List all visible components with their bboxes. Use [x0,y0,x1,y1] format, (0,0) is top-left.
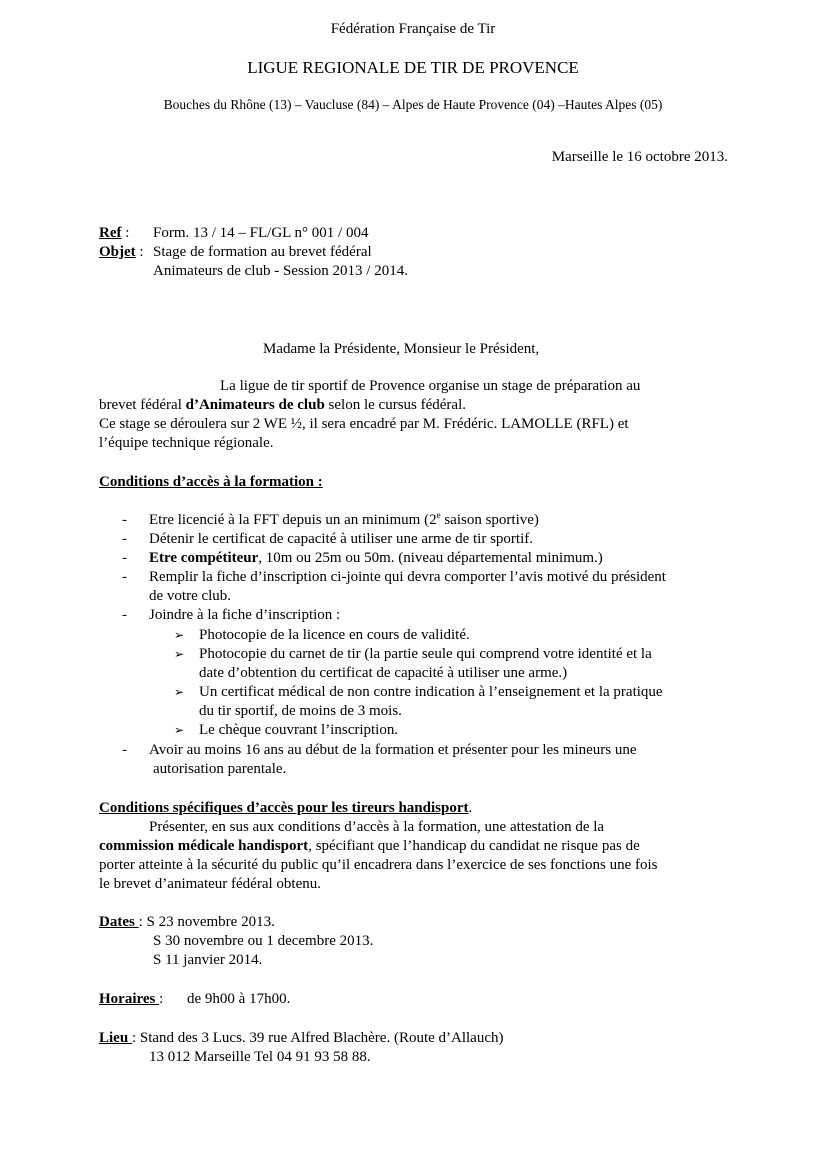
date-line: Marseille le 16 octobre 2013. [551,149,728,165]
dash-bullet: - [122,512,127,528]
dash-bullet: - [122,550,127,566]
handisport-line-4: le brevet d’animateur fédéral obtenu. [99,876,321,892]
ref-value: Form. 13 / 14 – FL/GL n° 001 / 004 [153,225,369,241]
handisport-title-text: Conditions spécifiques d’accès pour les tireurs handisport [99,800,469,816]
lieu-line-1 [99,1029,504,1048]
condition-item-4-line-1: Remplir la fiche d’inscription ci-jointe qui devra comporter l’avis motivé du président [149,569,666,585]
condition-item-5-text: Joindre à la fiche d’inscription : [149,607,341,623]
dash-bullet: - [122,569,127,585]
horaires-value: de 9h00 à 17h00. [187,991,291,1007]
objet-label: Objet [99,244,136,260]
intro-line-4: l’équipe technique régionale. [99,435,274,451]
condition-item-3-bold: Etre compétiteur [149,550,259,566]
condition-item-1-sup: e [436,510,441,520]
ref-separator: : [121,225,130,241]
sub-item-1-text: Photocopie de la licence en cours de validité. [199,627,470,643]
sub-item-2-line-1: Photocopie du carnet de tir (la partie seule qui comprend votre identité et la [199,646,652,662]
intro-line-2-a: brevet fédéral [99,397,186,413]
ref-label: Ref [99,225,122,241]
horaires-separator: : [159,991,164,1007]
arrow-bullet-icon: ➢ [174,685,185,699]
condition-item-1-text [149,511,539,530]
condition-item-1-a: Etre licencié à la FFT depuis un an minimum (2 [149,512,437,528]
condition-item-6-line-1: Avoir au moins 16 ans au début de la formation et présenter pour les mineurs une [149,742,637,758]
objet-separator: : [135,244,144,260]
condition-item-1-b: saison sportive) [440,512,539,528]
dates-value-2: S 30 novembre ou 1 decembre 2013. [153,933,374,949]
dates-separator: : [138,914,147,930]
horaires-line [99,990,163,1009]
condition-item-3-rest: , 10m ou 25m ou 50m. (niveau départemental minimum.) [258,550,603,566]
objet-line-1: Stage de formation au brevet fédéral [153,244,372,260]
handisport-line-2-rest: , spécifiant que l’handicap du candidat ne risque pas de [308,838,640,854]
dash-bullet: - [122,607,127,623]
intro-line-2 [99,396,466,415]
handisport-line-2 [99,837,640,856]
sub-item-4-text: Le chèque couvrant l’inscription. [199,722,399,738]
handisport-line-2-bold: commission médicale handisport [99,838,309,854]
dash-bullet: - [122,531,127,547]
ref-line [99,224,129,243]
condition-item-3-text [149,549,603,568]
intro-line-1: La ligue de tir sportif de Provence organise un stage de préparation au [220,378,641,394]
condition-item-4-line-2: de votre club. [149,588,232,604]
dates-label: Dates [99,914,139,930]
dash-bullet: - [122,742,127,758]
handisport-line-3: porter atteinte à la sécurité du public qu’il encadrera dans l’exercice de ses fonctions une fois [99,857,658,873]
departments-line: Bouches du Rhône (13) – Vaucluse (84) – Alpes de Haute Provence (04) –Hautes Alpes (05) [163,97,663,112]
arrow-bullet-icon: ➢ [174,723,185,737]
objet-line-2: Animateurs de club - Session 2013 / 2014. [153,263,408,279]
dates-value-3: S 11 janvier 2014. [153,952,263,968]
lieu-address: : Stand des 3 Lucs. 39 rue Alfred Blachère. (Route d’Allauch) [131,1030,504,1046]
sub-item-2-line-2: date d’obtention du certificat de capacité à utiliser une arme.) [199,665,568,681]
handisport-title [99,799,472,818]
intro-line-3: Ce stage se déroulera sur 2 WE ½, il sera encadré par M. Frédéric. LAMOLLE (RFL) et [99,416,629,432]
league-title: LIGUE REGIONALE DE TIR DE PROVENCE [247,58,579,77]
lieu-line-2: 13 012 Marseille Tel 04 91 93 58 88. [149,1049,371,1065]
condition-item-2-text: Détenir le certificat de capacité à utiliser une arme de tir sportif. [149,531,533,547]
handisport-line-1: Présenter, en sus aux conditions d’accès à la formation, une attestation de la [149,819,605,835]
objet-line [99,243,144,262]
federation-title: Fédération Française de Tir [330,21,496,37]
conditions-title: Conditions d’accès à la formation : [99,474,323,490]
intro-line-2-c: selon le cursus fédéral. [324,397,466,413]
lieu-label: Lieu [99,1030,132,1046]
intro-line-2-bold: d’Animateurs de club [185,397,325,413]
sub-item-3-line-2: du tir sportif, de moins de 3 mois. [199,703,402,719]
handisport-title-end: . [468,800,473,816]
arrow-bullet-icon: ➢ [174,647,185,661]
sub-item-3-line-1: Un certificat médical de non contre indication à l’enseignement et la pratique [199,684,663,700]
dates-line-1 [99,913,275,932]
dates-value-1: S 23 novembre 2013. [146,914,275,930]
condition-item-6-line-2: autorisation parentale. [153,761,287,777]
arrow-bullet-icon: ➢ [174,628,185,642]
horaires-label: Horaires [99,991,160,1007]
salutation: Madame la Présidente, Monsieur le Président, [263,341,540,357]
